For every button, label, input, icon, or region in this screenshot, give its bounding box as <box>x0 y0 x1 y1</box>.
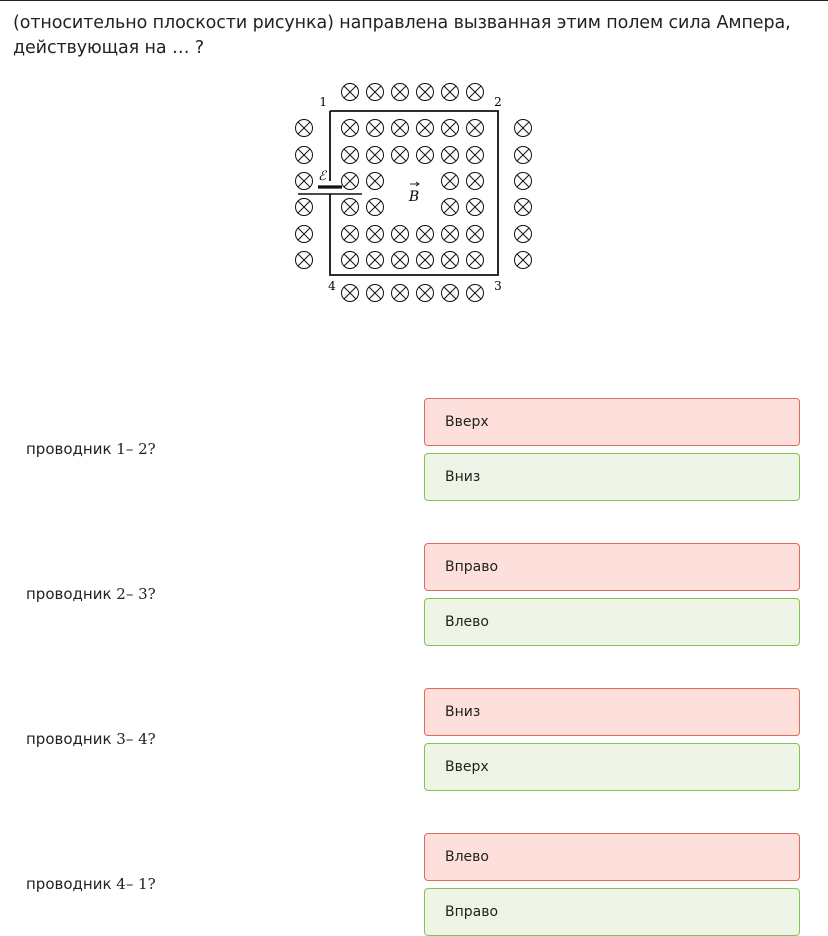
field-cross-symbol <box>417 252 434 269</box>
conductor-question-prefix: проводник <box>26 440 117 458</box>
field-cross-symbol <box>515 252 532 269</box>
field-cross-symbol <box>467 173 484 190</box>
conductor-question-4 <box>26 875 156 893</box>
field-cross-symbol <box>367 252 384 269</box>
field-cross-symbol <box>515 120 532 137</box>
corner-label-2: 2 <box>494 95 502 109</box>
conductor-question-3 <box>26 730 156 748</box>
answer-option-correct[interactable]: Вверх <box>424 743 800 791</box>
field-cross-symbol <box>467 84 484 101</box>
corner-label-1: 1 <box>319 95 327 109</box>
corner-label-3: 3 <box>494 279 502 293</box>
field-cross-symbol <box>417 84 434 101</box>
field-cross-symbol <box>442 199 459 216</box>
field-cross-symbol <box>367 147 384 164</box>
field-cross-symbol <box>367 285 384 302</box>
answer-option-correct[interactable]: Влево <box>424 598 800 646</box>
answer-option-correct[interactable]: Вправо <box>424 888 800 936</box>
field-cross-symbol <box>342 84 359 101</box>
field-cross-symbol <box>417 285 434 302</box>
field-cross-symbol <box>442 173 459 190</box>
field-cross-symbol <box>442 120 459 137</box>
answer-option-wrong[interactable]: Вниз <box>424 688 800 736</box>
field-cross-symbol <box>515 199 532 216</box>
question-text <box>13 11 813 61</box>
conductor-question-prefix: проводник <box>26 875 117 893</box>
field-cross-symbol <box>342 252 359 269</box>
field-cross-symbol <box>367 226 384 243</box>
conductor-question-segment: 1– 2? <box>116 440 156 458</box>
answer-option-wrong[interactable]: Вправо <box>424 543 800 591</box>
field-cross-symbol <box>392 226 409 243</box>
field-cross-symbol <box>467 120 484 137</box>
field-cross-symbol <box>515 226 532 243</box>
circuit-figure <box>285 78 541 308</box>
field-cross-symbol <box>392 120 409 137</box>
circuit-diagram <box>285 78 541 308</box>
field-cross-symbol <box>467 199 484 216</box>
conductor-question-prefix: проводник <box>26 585 117 603</box>
field-label: B <box>408 189 420 205</box>
conductor-question-prefix: проводник <box>26 730 117 748</box>
field-cross-symbol <box>467 252 484 269</box>
conductor-question-segment: 2– 3? <box>116 585 156 603</box>
conductor-question-1 <box>26 440 156 458</box>
conductor-question-2 <box>26 585 156 603</box>
field-cross-symbol <box>296 252 313 269</box>
field-cross-symbol <box>342 285 359 302</box>
field-cross-symbol <box>367 84 384 101</box>
field-cross-symbol <box>296 173 313 190</box>
top-rule <box>0 0 828 1</box>
field-cross-symbol <box>442 84 459 101</box>
field-cross-symbol <box>442 252 459 269</box>
field-cross-symbol <box>392 147 409 164</box>
field-cross-symbol <box>342 147 359 164</box>
field-cross-symbol <box>392 84 409 101</box>
question-line-1: (относительно плоскости рисунка) направлена вызванная этим полем сила Ампера, <box>13 13 791 33</box>
corner-label-4: 4 <box>328 279 336 293</box>
field-cross-symbol <box>367 199 384 216</box>
answer-option-wrong[interactable]: Вверх <box>424 398 800 446</box>
field-cross-symbol <box>296 199 313 216</box>
conductor-question-segment: 3– 4? <box>116 730 156 748</box>
field-cross-symbol <box>342 199 359 216</box>
field-cross-symbol <box>392 252 409 269</box>
field-cross-symbol <box>417 120 434 137</box>
field-cross-symbol <box>342 120 359 137</box>
field-cross-symbol <box>417 147 434 164</box>
answer-option-wrong[interactable]: Влево <box>424 833 800 881</box>
field-cross-symbol <box>342 226 359 243</box>
field-cross-symbol <box>392 285 409 302</box>
field-cross-symbol <box>467 226 484 243</box>
field-cross-symbol <box>296 120 313 137</box>
field-cross-symbol <box>296 226 313 243</box>
answer-option-correct[interactable]: Вниз <box>424 453 800 501</box>
field-cross-symbol <box>296 147 313 164</box>
field-cross-symbol <box>417 226 434 243</box>
field-cross-symbol <box>515 173 532 190</box>
field-cross-symbol <box>467 147 484 164</box>
field-cross-symbol <box>467 285 484 302</box>
emf-label: ℰ <box>318 169 326 184</box>
field-cross-symbol <box>442 226 459 243</box>
field-cross-symbol <box>367 173 384 190</box>
field-cross-symbol <box>342 173 359 190</box>
field-cross-symbol <box>367 120 384 137</box>
field-cross-symbol <box>515 147 532 164</box>
question-line-2: действующая на … ? <box>13 38 205 58</box>
field-cross-symbol <box>442 147 459 164</box>
field-cross-symbol <box>442 285 459 302</box>
conductor-question-segment: 4– 1? <box>116 875 156 893</box>
